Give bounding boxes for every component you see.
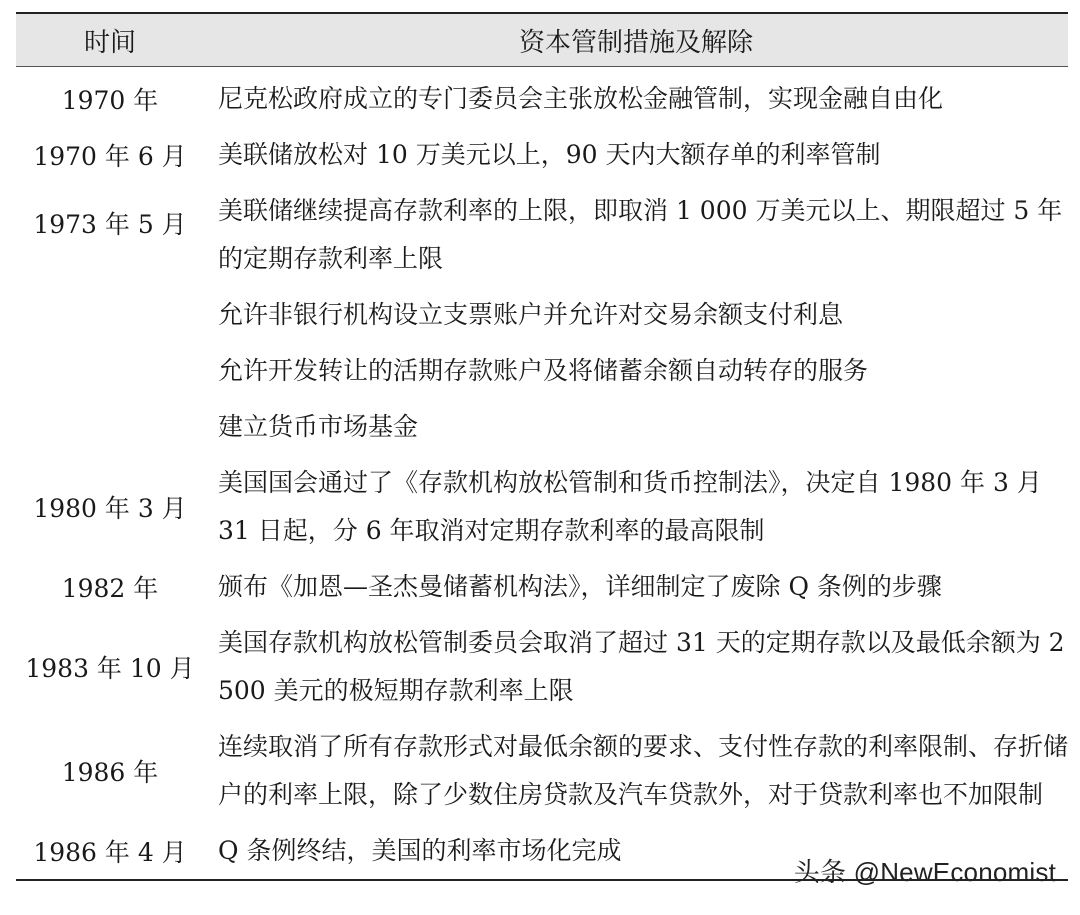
row-text: 美国存款机构放松管制委员会取消了超过 31 天的定期存款以及最低余额为 2 500 美元的极短期存款利率上限 [218, 628, 1065, 705]
table-row [16, 455, 1068, 559]
row-text: 美联储继续提高存款利率的上限，即取消 1 000 万美元以上、期限超过 5 年的定期存款利率上限 [218, 196, 1063, 273]
row-text: 颁布《加恩—圣杰曼储蓄机构法》，详细制定了废除 Q 条例的步骤 [218, 572, 942, 601]
table-row [16, 559, 1068, 615]
header-measure: 资本管制措施及解除 [518, 27, 753, 58]
header-time: 时间 [83, 27, 136, 58]
table-row [16, 287, 1068, 343]
row-time: 1980 年 3 月 [33, 494, 187, 523]
row-text: 建立货币市场基金 [218, 412, 419, 441]
row-text: 美国国会通过了《存款机构放松管制和货币控制法》，决定自 1980 年 3 月 31 日起，分 6 年取消对定期存款利率的最高限制 [218, 468, 1042, 545]
row-text: 允许非银行机构设立支票账户并允许对交易余额支付利息 [218, 300, 844, 329]
row-time: 1970 年 [61, 86, 159, 115]
row-time: 1982 年 [61, 574, 159, 603]
table-body [16, 67, 1068, 879]
row-text: 连续取消了所有存款形式对最低余额的要求、支付性存款的利率限制、存折储户的利率上限，除了少数住房贷款及汽车贷款外，对于贷款利率也不加限制 [218, 732, 1069, 809]
row-time: 1986 年 4 月 [33, 838, 187, 867]
watermark-label: 头条 @NewEconomist [793, 857, 1056, 887]
row-time: 1983 年 10 月 [25, 654, 195, 683]
row-text: 允许开发转让的活期存款账户及将储蓄余额自动转存的服务 [218, 356, 869, 385]
table-row [16, 719, 1068, 823]
row-text: Q 条例终结，美国的利率市场化完成 [218, 836, 622, 865]
table-row [16, 615, 1068, 719]
table-row [16, 183, 1068, 287]
row-time: 1986 年 [61, 758, 159, 787]
capital-control-table [16, 12, 1068, 881]
table-header-row [16, 14, 1068, 66]
row-text: 尼克松政府成立的专门委员会主张放松金融管制，实现金融自由化 [218, 84, 944, 113]
table-row [16, 399, 1068, 455]
table-row [16, 127, 1068, 183]
table-row [16, 71, 1068, 127]
table-row [16, 343, 1068, 399]
row-time: 1973 年 5 月 [33, 210, 187, 239]
row-time: 1970 年 6 月 [33, 142, 187, 171]
row-text: 美联储放松对 10 万美元以上，90 天内大额存单的利率管制 [218, 140, 881, 169]
